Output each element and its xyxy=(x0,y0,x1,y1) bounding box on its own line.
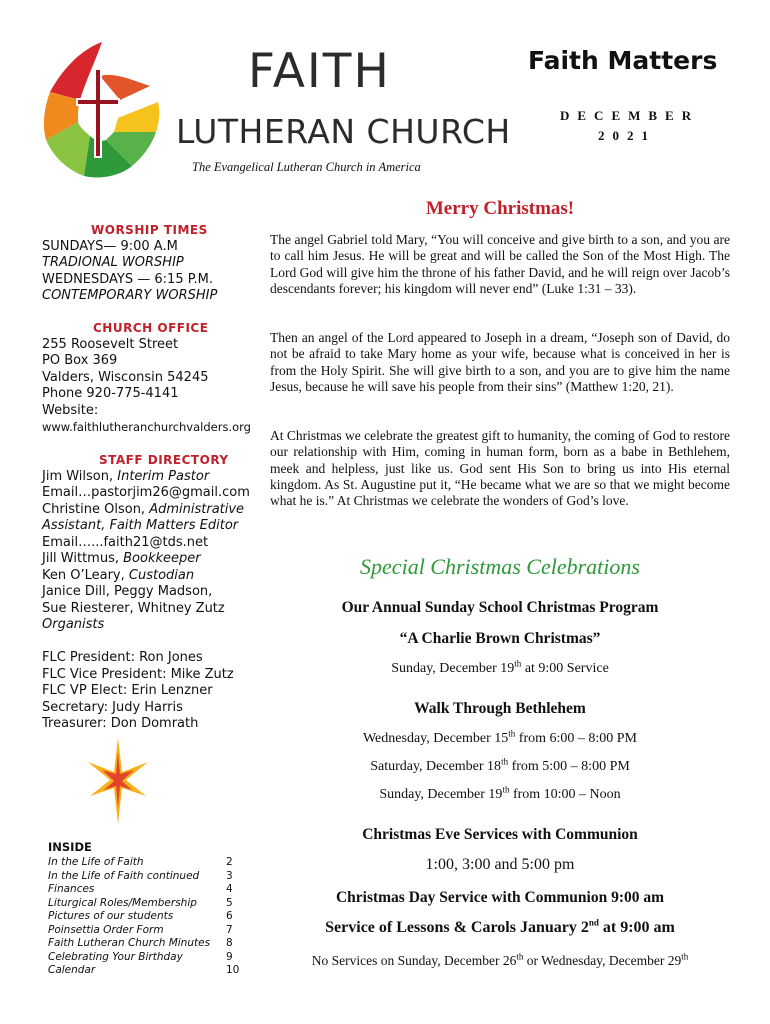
inside-item[interactable]: Poinsettia Order Form xyxy=(48,923,164,936)
walk-date-1 xyxy=(270,728,730,747)
staff-name: Christine Olson, xyxy=(42,501,150,517)
staff-role: Administrative xyxy=(149,501,245,517)
service-text: Service of Lessons & Carols January 2 xyxy=(325,919,589,936)
office-line: Valders, Wisconsin 54245 xyxy=(42,369,209,385)
ordinal: th xyxy=(508,728,516,739)
worship-heading: WORSHIP TIMES xyxy=(91,223,208,237)
christmas-eve-times: 1:00, 3:00 and 5:00 pm xyxy=(425,856,575,873)
walk-bethlehem-heading: Walk Through Bethlehem xyxy=(414,700,586,717)
inside-item[interactable]: In the Life of Faith continued xyxy=(48,869,200,882)
tagline: The Evangelical Lutheran Church in America xyxy=(192,160,421,174)
inside-page: 5 xyxy=(226,896,233,909)
inside-page: 4 xyxy=(226,883,233,895)
newsletter-title: Faith Matters xyxy=(528,46,718,75)
flc-line: FLC VP Elect: Erin Lenzner xyxy=(42,683,213,698)
christmas-day-heading: Christmas Day Service with Communion 9:00 am xyxy=(335,889,665,906)
staff-line xyxy=(42,551,250,568)
office-line: Website: xyxy=(42,402,99,418)
church-office-block xyxy=(42,320,251,436)
ordinal: nd xyxy=(588,917,599,928)
inside-contents xyxy=(48,856,210,978)
flc-line: FLC President: Ron Jones xyxy=(42,650,203,665)
notice-text: No Services on Sunday, December 26 xyxy=(311,953,517,968)
logo-church-text: LUTHERAN CHURCH xyxy=(176,112,511,151)
inside-item[interactable]: Calendar xyxy=(48,964,96,976)
inside-item[interactable]: Finances xyxy=(48,883,95,895)
issue-month: DECEMBER xyxy=(560,108,700,123)
walk-date-2 xyxy=(270,756,730,775)
ordinal: th xyxy=(681,951,689,962)
time-text: at 9:00 Service xyxy=(521,661,609,676)
staff-role: Assistant, Faith Matters Editor xyxy=(42,518,239,533)
inside-item[interactable]: Celebrating Your Birthday xyxy=(48,950,183,963)
worship-line: TRADIONAL WORSHIP xyxy=(42,255,184,270)
inside-page: 9 xyxy=(226,950,233,963)
time-text: from 10:00 – Noon xyxy=(509,787,621,802)
notice-text: or Wednesday, December 29 xyxy=(523,953,682,968)
flc-line: Treasurer: Don Domrath xyxy=(42,716,199,731)
church-logo xyxy=(40,40,175,180)
program-title: “A Charlie Brown Christmas” xyxy=(399,630,601,647)
time-text: at 9:00 am xyxy=(598,919,675,936)
office-line: PO Box 369 xyxy=(42,353,118,368)
time-text: from 6:00 – 8:00 PM xyxy=(515,731,638,746)
sunday-school-heading: Our Annual Sunday School Christmas Program xyxy=(341,599,659,616)
inside-item[interactable]: In the Life of Faith xyxy=(48,856,144,868)
scripture-paragraph-matthew: Then an angel of the Lord appeared to Joseph in a dream, “Joseph son of David, do not be afraid to take Mary home as your wife, because what is conceived in her is from the Holy Spirit. She will give birth to a son, and you are to give him the name Jesus, because he will save his people from their sins” (Matthew 1:20, 21). xyxy=(270,330,730,394)
no-services-notice xyxy=(270,953,730,969)
office-heading: CHURCH OFFICE xyxy=(93,321,209,335)
worship-line: WEDNESDAYS — 6:15 P.M. xyxy=(42,271,214,287)
inside-page: 10 xyxy=(226,964,240,976)
staff-name: Ken O’Leary, xyxy=(42,567,129,583)
date-text: Sunday, December 19 xyxy=(379,787,503,802)
flc-officers-block xyxy=(42,650,234,733)
christmas-eve-heading: Christmas Eve Services with Communion xyxy=(362,826,638,843)
inside-page: 6 xyxy=(226,910,233,922)
scripture-paragraph-luke: The angel Gabriel told Mary, “You will conceive and give birth to a son, and you are to call him Jesus. He will be great and will be called the Son of the Most High. The Lord God will give him the throne of his father David, and he will reign over Jacob’s descendants forever; his kingdom will never end” (Luke 1:31 – 33). xyxy=(270,232,730,296)
office-line: 255 Roosevelt Street xyxy=(42,336,179,352)
staff-directory-block xyxy=(42,452,250,634)
staff-role: Interim Pastor xyxy=(117,468,210,484)
christmas-message-paragraph: At Christmas we celebrate the greatest gift to humanity, the coming of God to restore our relationship with Him, coming in human form, born as a babe in Bethlehem, meek and helpless, just like us. God sent His Son to bring us into His eternal kingdom. As St. Augustine put it, “He became what we are so that we might become what he is.” At Christmas we celebrate the wonders of God’s love. xyxy=(270,428,730,509)
inside-item[interactable]: Faith Lutheran Church Minutes xyxy=(48,937,211,949)
time-text: from 5:00 – 8:00 PM xyxy=(508,759,630,774)
worship-line: SUNDAYS— 9:00 A.M xyxy=(42,238,178,254)
date-text: Wednesday, December 15 xyxy=(362,731,509,746)
staff-email[interactable]: Email…...faith21@tds.net xyxy=(42,534,209,550)
ordinal: th xyxy=(516,951,524,962)
worship-line: CONTEMPORARY WORSHIP xyxy=(42,288,218,303)
staff-line xyxy=(42,568,250,585)
inside-item[interactable]: Liturgical Roles/Membership xyxy=(48,896,197,909)
inside-page: 3 xyxy=(226,869,233,882)
staff-line: Sue Riesterer, Whitney Zutz xyxy=(42,600,225,616)
lessons-carols-heading xyxy=(270,919,730,937)
date-text: Saturday, December 18 xyxy=(370,759,502,774)
staff-line: Janice Dill, Peggy Madson, xyxy=(42,584,213,599)
inside-heading: INSIDE xyxy=(48,840,92,854)
staff-name: Jill Wittmus, xyxy=(42,551,124,566)
ordinal: th xyxy=(514,658,522,669)
christmas-star-icon xyxy=(86,738,150,824)
program-date xyxy=(270,658,730,677)
inside-page: 8 xyxy=(226,937,233,949)
staff-role: Organists xyxy=(42,617,105,632)
issue-year: 2021 xyxy=(598,128,656,143)
staff-role: Bookkeeper xyxy=(123,551,201,566)
staff-line xyxy=(42,502,250,519)
worship-times-block xyxy=(42,222,217,305)
staff-line xyxy=(42,469,250,486)
inside-page: 2 xyxy=(226,856,233,868)
office-line: Phone 920-775-4141 xyxy=(42,386,179,401)
logo-faith-text: FAITH xyxy=(248,44,391,99)
staff-role: Custodian xyxy=(128,567,195,583)
inside-page: 7 xyxy=(226,923,233,936)
special-celebrations-heading: Special Christmas Celebrations xyxy=(360,554,640,579)
date-text: Sunday, December 19 xyxy=(391,661,515,676)
ordinal: th xyxy=(502,784,510,795)
flc-line: FLC Vice President: Mike Zutz xyxy=(42,666,234,682)
ordinal: th xyxy=(501,756,509,767)
staff-email[interactable]: Email…pastorjim26@gmail.com xyxy=(42,485,250,500)
flc-line: Secretary: Judy Harris xyxy=(42,699,183,715)
merry-christmas-heading: Merry Christmas! xyxy=(425,198,575,219)
website-link[interactable]: www.faithlutheranchurchvalders.org xyxy=(42,420,251,434)
inside-page-numbers xyxy=(226,856,239,978)
walk-date-3 xyxy=(270,784,730,803)
inside-item[interactable]: Pictures of our students xyxy=(48,910,174,922)
staff-name: Jim Wilson, xyxy=(42,468,118,484)
staff-heading: STAFF DIRECTORY xyxy=(99,453,229,467)
